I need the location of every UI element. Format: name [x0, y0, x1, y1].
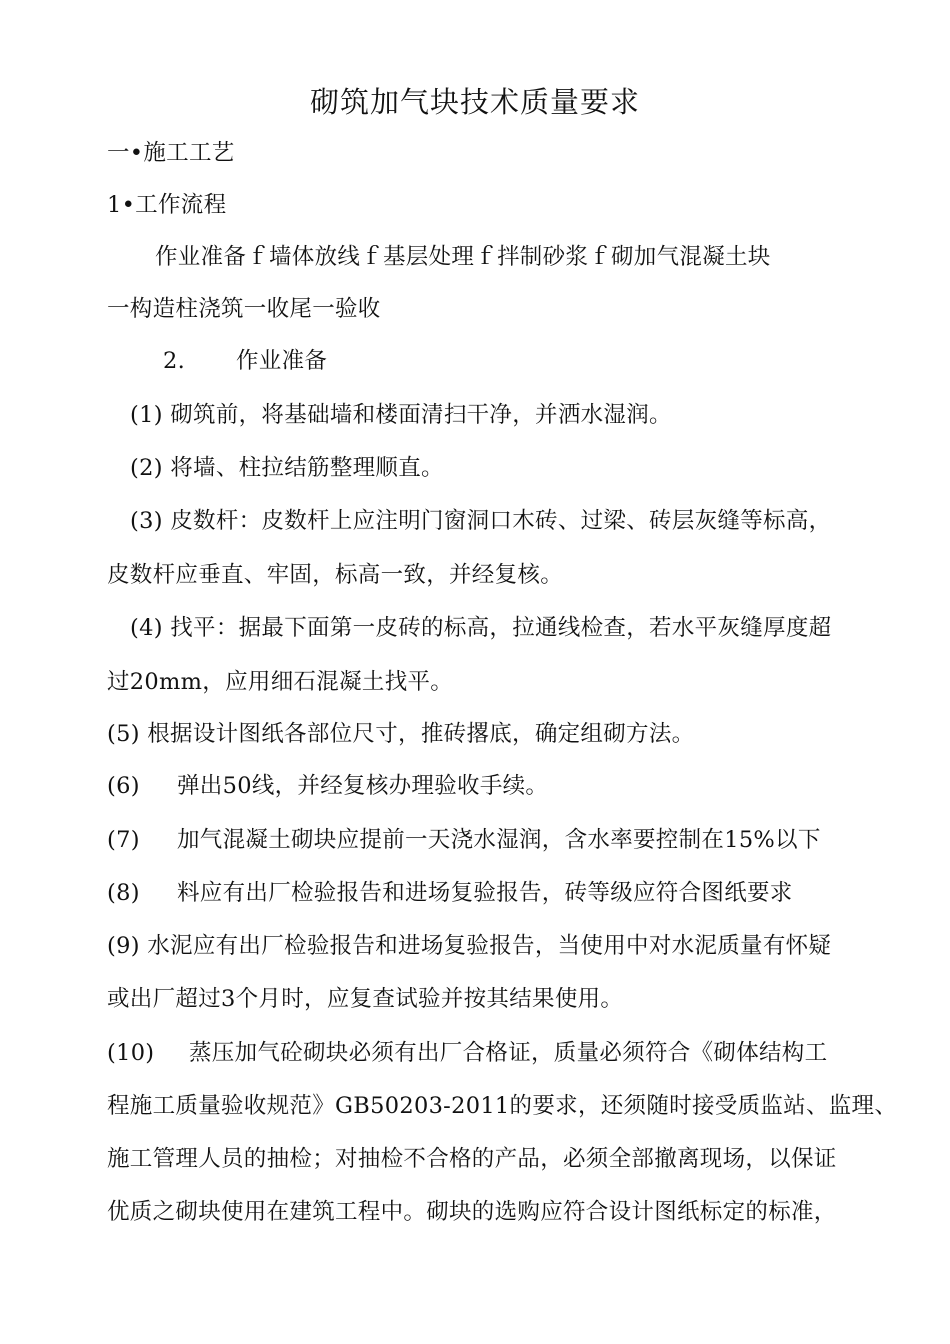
item-number: (10) — [107, 1040, 155, 1066]
document-title: 砌筑加气块技术质量要求 — [309, 85, 640, 119]
list-item — [107, 1038, 827, 1068]
paragraph-line: 施工管理人员的抽检；对抽检不合格的产品，必须全部撤离现场，以保证 — [107, 1146, 837, 1172]
item-text: 加气混凝土砌块应提前一天浇水湿润，含水率要控制在15%以下 — [177, 827, 821, 853]
list-item — [107, 878, 793, 908]
item-number: (8) — [107, 880, 140, 906]
item-number: (7) — [107, 827, 140, 853]
paragraph-line: 程施工质量验收规范》GB50203-2011的要求，还须随时接受质监站、监理、 — [107, 1093, 898, 1119]
subsection-heading: 1•工作流程 — [107, 192, 227, 218]
paragraph-line: 皮数杆应垂直、牢固，标高一致，并经复核。 — [107, 562, 564, 588]
list-item: (5) 根据设计图纸各部位尺寸，推砖撂底，确定组砌方法。 — [107, 721, 695, 747]
paragraph-line: 过20mm，应用细石混凝土找平。 — [107, 669, 454, 695]
item-text: 作业准备 — [235, 348, 328, 374]
subsection-heading — [163, 346, 327, 376]
section-heading: 一•施工工艺 — [107, 140, 235, 166]
paragraph-line: 或出厂超过3个月时，应复查试验并按其结果使用。 — [107, 986, 624, 1012]
list-item: (2) 将墙、柱拉结筋整理顺直。 — [130, 455, 444, 481]
paragraph-line: 一构造柱浇筑一收尾一验收 — [107, 296, 381, 322]
paragraph-line: 优质之砌块使用在建筑工程中。砌块的选购应符合设计图纸标定的标准， — [107, 1199, 837, 1225]
list-item: (1) 砌筑前，将基础墙和楼面清扫干净，并洒水湿润。 — [130, 402, 672, 428]
list-item: (4) 找平：据最下面第一皮砖的标高，拉通线检查，若水平灰缝厚度超 — [130, 615, 832, 641]
list-item — [107, 825, 821, 855]
item-number: 2. — [163, 348, 186, 374]
list-item — [107, 771, 548, 801]
paragraph-line: 作业准备ｆ墙体放线ｆ基层处理ｆ拌制砂浆ｆ砌加气混凝土块 — [155, 244, 771, 270]
item-text: 蒸压加气砼砌块必须有出厂合格证，质量必须符合《砌体结构工 — [189, 1040, 828, 1066]
list-item: (3) 皮数杆：皮数杆上应注明门窗洞口木砖、过梁、砖层灰缝等标高， — [130, 508, 832, 534]
item-number: (6) — [107, 773, 140, 799]
list-item: (9) 水泥应有出厂检验报告和进场复验报告，当使用中对水泥质量有怀疑 — [107, 933, 832, 959]
item-text: 料应有出厂检验报告和进场复验报告，砖等级应符合图纸要求 — [177, 880, 793, 906]
item-text: 弹出50线，并经复核办理验收手续。 — [177, 773, 549, 799]
